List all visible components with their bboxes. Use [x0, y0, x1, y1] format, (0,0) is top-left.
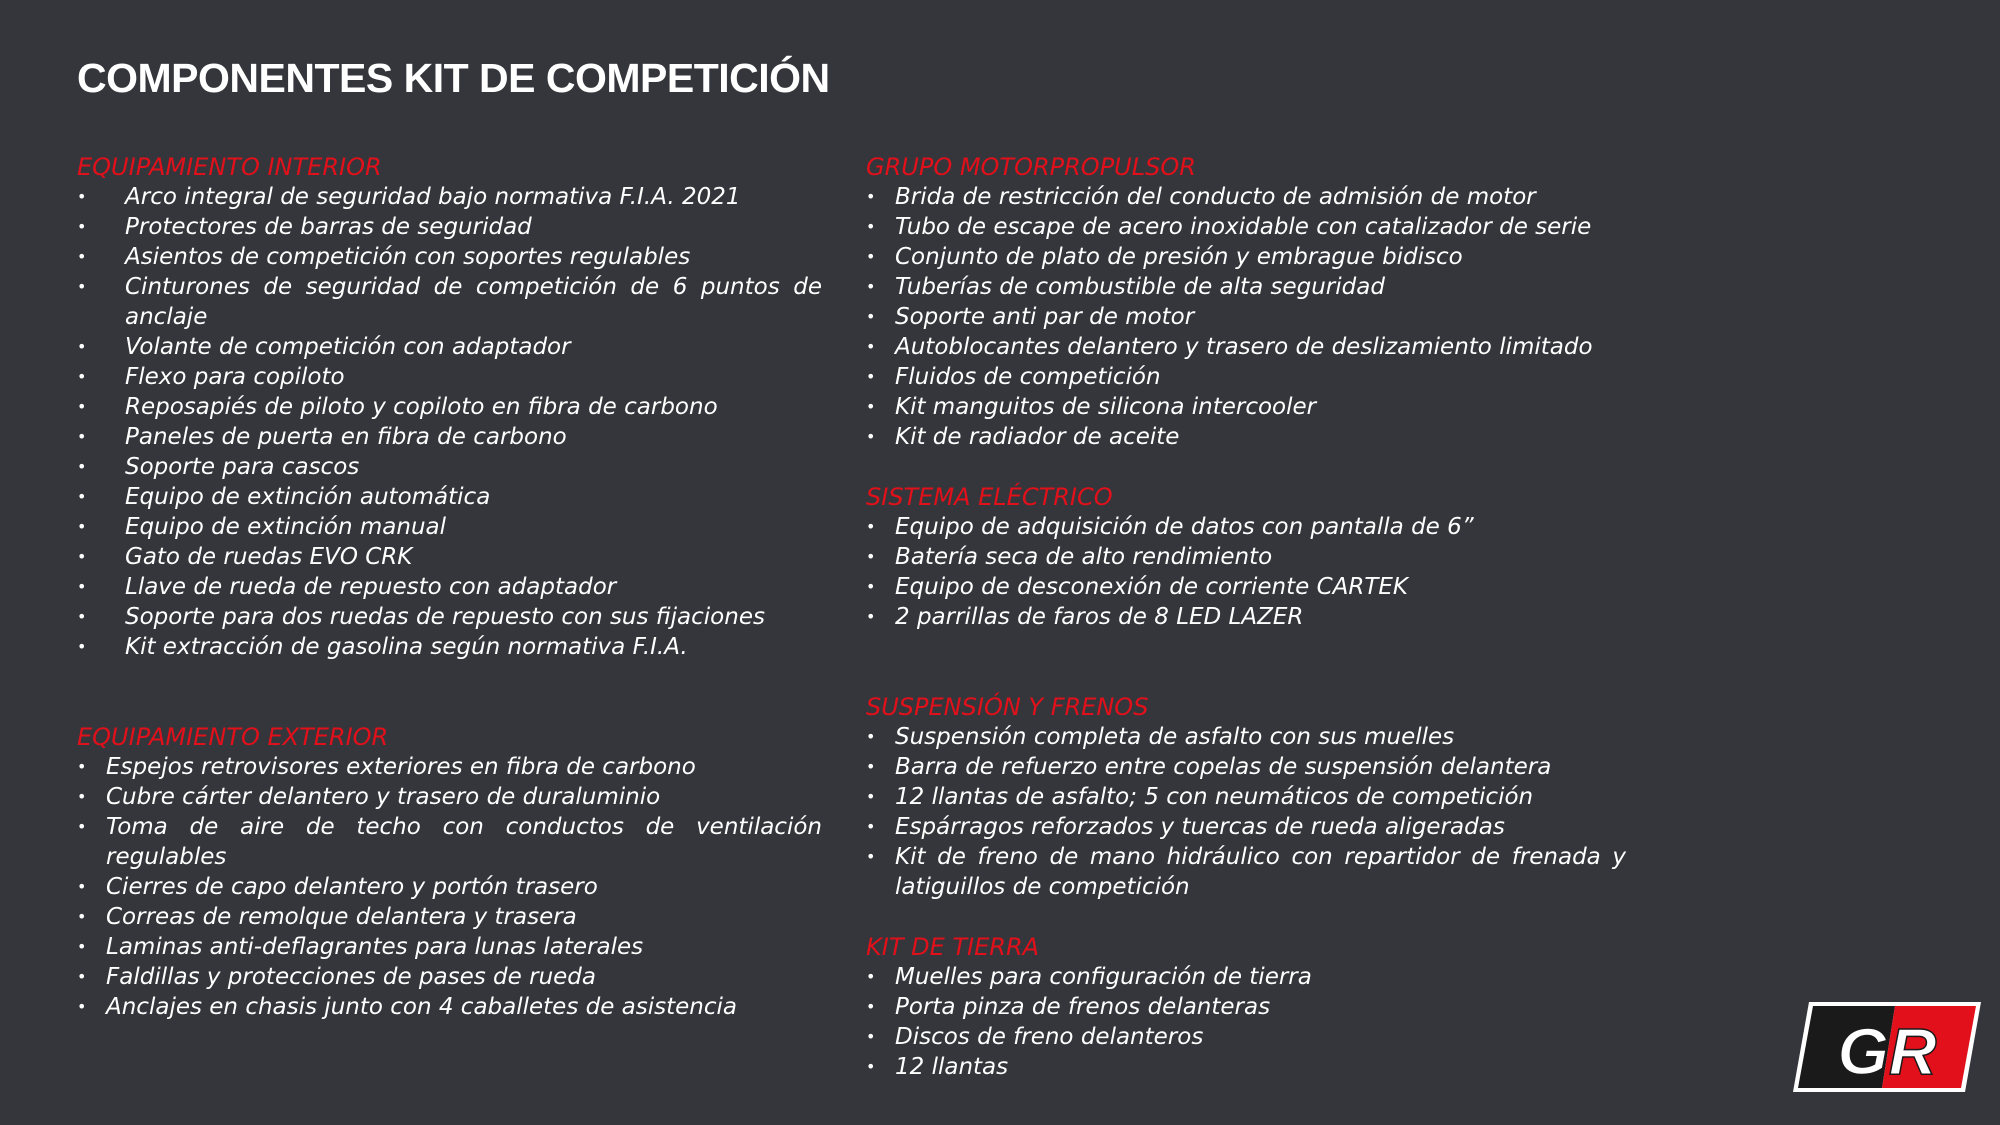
gr-logo: [1793, 1002, 1981, 1092]
list-item: • Kit de freno de mano hidráulico con repartidor de frenada y latiguillos de competición: [866, 842, 1626, 902]
list-item: • 2 parrillas de faros de 8 LED LAZER: [866, 602, 1626, 632]
section-exterior: [77, 722, 822, 1022]
logo-text: GR: [1837, 1014, 1937, 1088]
list-item: • Reposapiés de piloto y copiloto en fibra de carbono: [77, 392, 822, 422]
list-gravel: [866, 962, 1626, 1082]
list-item: • Flexo para copiloto: [77, 362, 822, 392]
list-item: • Laminas anti-deflagrantes para lunas laterales: [77, 932, 822, 962]
section-heading-suspension: SUSPENSIÓN Y FRENOS: [866, 693, 1149, 721]
list-item: • Equipo de extinción manual: [77, 512, 822, 542]
list-item: • Muelles para configuración de tierra: [866, 962, 1626, 992]
list-item: • Tubo de escape de acero inoxidable con catalizador de serie: [866, 212, 1626, 242]
list-item: • Equipo de desconexión de corriente CARTEK: [866, 572, 1626, 602]
list-item: • Kit extracción de gasolina según normativa F.I.A.: [77, 632, 822, 662]
list-item: • 12 llantas de asfalto; 5 con neumáticos de competición: [866, 782, 1626, 812]
list-item: • Soporte anti par de motor: [866, 302, 1626, 332]
section-heading-gravel: KIT DE TIERRA: [866, 933, 1040, 961]
list-item: • Cubre cárter delantero y trasero de duraluminio: [77, 782, 822, 812]
page-title: COMPONENTES KIT DE COMPETICIÓN: [77, 55, 830, 101]
list-powertrain: [866, 182, 1626, 452]
list-item: • Equipo de adquisición de datos con pantalla de 6”: [866, 512, 1626, 542]
list-item: • Arco integral de seguridad bajo normativa F.I.A. 2021: [77, 182, 822, 212]
list-item: • Espejos retrovisores exteriores en fibra de carbono: [77, 752, 822, 782]
list-item: • Asientos de competición con soportes regulables: [77, 242, 822, 272]
list-item: • Discos de freno delanteros: [866, 1022, 1626, 1052]
list-item: • Espárragos reforzados y tuercas de rueda aligeradas: [866, 812, 1626, 842]
list-item: • Cinturones de seguridad de competición de 6 puntos de anclaje: [77, 272, 822, 332]
section-suspension: [866, 692, 1626, 902]
section-electrical: [866, 482, 1626, 632]
list-item: • Fluidos de competición: [866, 362, 1626, 392]
list-electrical: [866, 512, 1626, 632]
section-gravel: [866, 932, 1626, 1082]
list-item: • Faldillas y protecciones de pases de rueda: [77, 962, 822, 992]
list-item: • Porta pinza de frenos delanteras: [866, 992, 1626, 1022]
section-heading-powertrain: GRUPO MOTORPROPULSOR: [866, 153, 1196, 181]
list-item: • Paneles de puerta en fibra de carbono: [77, 422, 822, 452]
list-item: • Kit manguitos de silicona intercooler: [866, 392, 1626, 422]
list-item: • Brida de restricción del conducto de admisión de motor: [866, 182, 1626, 212]
list-item: • Suspensión completa de asfalto con sus muelles: [866, 722, 1626, 752]
list-item: • Soporte para cascos: [77, 452, 822, 482]
list-exterior: [77, 752, 822, 1022]
list-item: • Volante de competición con adaptador: [77, 332, 822, 362]
list-item: • Gato de ruedas EVO CRK: [77, 542, 822, 572]
list-interior: [77, 182, 822, 662]
list-item: • Llave de rueda de repuesto con adaptador: [77, 572, 822, 602]
section-heading-exterior: EQUIPAMIENTO EXTERIOR: [77, 723, 389, 751]
left-column: [77, 152, 822, 1022]
list-item: • 12 llantas: [866, 1052, 1626, 1082]
list-item: • Protectores de barras de seguridad: [77, 212, 822, 242]
section-powertrain: [866, 152, 1626, 452]
list-item: • Soporte para dos ruedas de repuesto con sus fijaciones: [77, 602, 822, 632]
list-item: • Autoblocantes delantero y trasero de deslizamiento limitado: [866, 332, 1626, 362]
list-item: • Barra de refuerzo entre copelas de suspensión delantera: [866, 752, 1626, 782]
list-suspension: [866, 722, 1626, 902]
section-heading-electrical: SISTEMA ELÉCTRICO: [866, 483, 1113, 511]
right-column: [866, 152, 1626, 1082]
list-item: • Tuberías de combustible de alta seguridad: [866, 272, 1626, 302]
list-item: • Anclajes en chasis junto con 4 caballetes de asistencia: [77, 992, 822, 1022]
list-item: • Cierres de capo delantero y portón trasero: [77, 872, 822, 902]
section-interior: [77, 152, 822, 662]
list-item: • Correas de remolque delantera y trasera: [77, 902, 822, 932]
list-item: • Equipo de extinción automática: [77, 482, 822, 512]
list-item: • Batería seca de alto rendimiento: [866, 542, 1626, 572]
section-heading-interior: EQUIPAMIENTO INTERIOR: [77, 153, 382, 181]
list-item: • Conjunto de plato de presión y embrague bidisco: [866, 242, 1626, 272]
list-item: • Toma de aire de techo con conductos de ventilación regulables: [77, 812, 822, 872]
list-item: • Kit de radiador de aceite: [866, 422, 1626, 452]
